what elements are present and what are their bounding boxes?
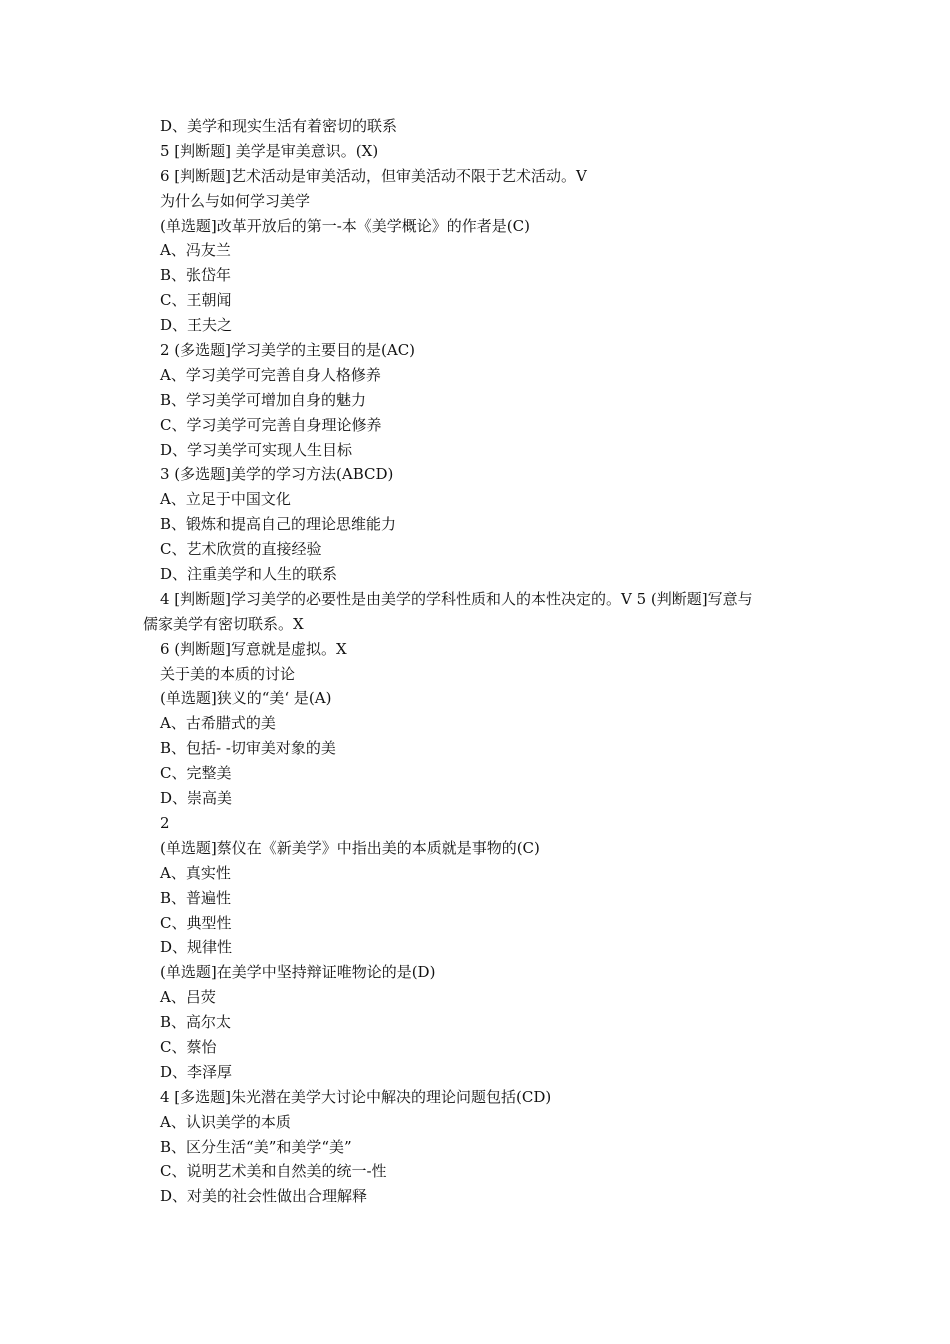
question-line: (单选题]改革开放后的第一-本《美学概论》的作者是(C) <box>160 216 530 235</box>
option-line: B、学习美学可增加自身的魅力 <box>160 390 367 409</box>
option-line: B、包括- -切审美对象的美 <box>160 739 336 758</box>
section-heading: 关于美的本质的讨论 <box>160 664 296 683</box>
option-line: C、艺术欣赏的直接经验 <box>160 540 322 559</box>
option-line: C、完整美 <box>160 764 232 783</box>
text-line: 6 [判断题]艺术活动是审美活动，但审美活动不限于艺术活动。V <box>160 166 587 185</box>
option-line: B、锻炼和提高自己的理论思维能力 <box>160 515 397 534</box>
option-line: B、高尔太 <box>160 1013 232 1032</box>
question-line: 3 (多选题]美学的学习方法(ABCD) <box>160 465 394 484</box>
document-body <box>143 114 840 1209</box>
section-heading: 为什么与如何学习美学 <box>160 191 311 210</box>
option-line: D、注重美学和人生的联系 <box>160 565 338 584</box>
option-line: A、古希腊式的美 <box>160 714 276 733</box>
option-line: C、蔡怡 <box>160 1037 217 1056</box>
option-line: D、李泽厚 <box>160 1062 233 1081</box>
option-line: D、王夫之 <box>160 316 233 335</box>
option-line: D、学习美学可实现人生目标 <box>160 440 353 459</box>
question-line: (单选题]在美学中坚持辩证唯物论的是(D) <box>160 963 436 982</box>
question-line: 4 [多选题]朱光潜在美学大讨论中解决的理论问题包括(CD) <box>160 1087 552 1106</box>
option-line: B、普遍性 <box>160 888 232 907</box>
option-line: C、王朝闻 <box>160 291 232 310</box>
question-line: 6 (判断题]写意就是虚拟。X <box>160 639 347 658</box>
option-line: C、说明艺术美和自然美的统一-性 <box>160 1162 387 1181</box>
option-line: A、立足于中国文化 <box>160 490 291 509</box>
question-line: (单选题]狭义的“美‘ 是(A) <box>160 689 332 708</box>
option-line: C、学习美学可完善自身理论修养 <box>160 415 382 434</box>
option-line: A、吕荧 <box>160 988 216 1007</box>
question-line: 2 (多选题]学习美学的主要目的是(AC) <box>160 341 416 360</box>
option-line: A、认识美学的本质 <box>160 1112 291 1131</box>
option-line: A、真实性 <box>160 863 231 882</box>
option-line: A、学习美学可完善自身人格修养 <box>160 365 381 384</box>
text-line: D、美学和现实生活有着密切的联系 <box>160 117 398 135</box>
option-line: B、张岱年 <box>160 266 232 285</box>
question-number: 2 <box>160 813 170 832</box>
option-line: D、规律性 <box>160 938 233 957</box>
option-line: A、冯友兰 <box>160 241 231 260</box>
question-line: 4 [判断题]学习美学的必要性是由美学的学科性质和人的本性决定的。V 5 (判断题]写意与 <box>160 589 753 608</box>
option-line: B、区分生活“美”和美学“美” <box>160 1137 352 1156</box>
option-line: D、对美的社会性做出合理解释 <box>160 1187 368 1206</box>
question-line-continued: 儒家美学有密切联系。X <box>143 614 304 633</box>
option-line: C、典型性 <box>160 913 232 932</box>
question-line: (单选题]蔡仪在《新美学》中指出美的本质就是事物的(C) <box>160 838 540 857</box>
text-line: 5 [判断题] 美学是审美意识。(X) <box>160 141 379 160</box>
option-line: D、崇高美 <box>160 789 233 808</box>
